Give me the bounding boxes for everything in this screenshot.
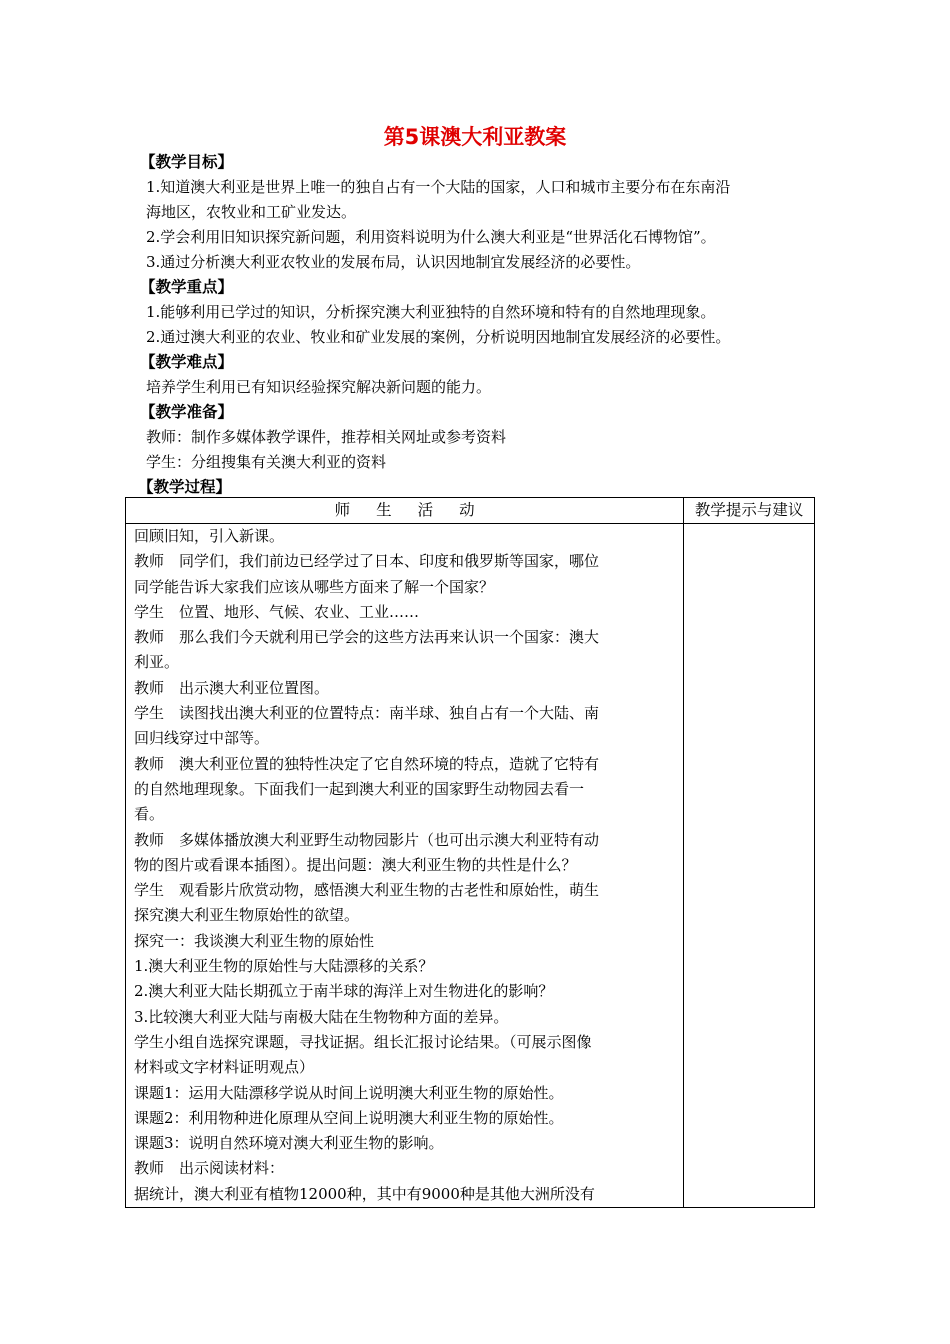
activity-line: 学生小组自选探究课题，寻找证据。组长汇报讨论结果。（可展示图像 <box>134 1032 592 1051</box>
table-header-row <box>126 498 815 524</box>
activity-line: 2.澳大利亚大陆长期孤立于南半球的海洋上对生物进化的影响？ <box>134 982 554 1001</box>
activity-line: 学生 位置、地形、气候、农业、工业…… <box>134 602 420 621</box>
activity-line: 看。 <box>134 805 165 824</box>
activity-line: 课题1：运用大陆漂移学说从时间上说明澳大利亚生物的原始性。 <box>134 1083 564 1102</box>
key-points-heading: 【教学重点】 <box>140 278 234 296</box>
goal-line: 1.知道澳大利亚是世界上唯一的独自占有一个大陆的国家，人口和城市主要分布在东南沿 <box>146 178 731 196</box>
activity-line: 课题3：说明自然环境对澳大利亚生物的影响。 <box>134 1134 444 1153</box>
activity-line: 据统计，澳大利亚有植物12000种，其中有9000种是其他大洲所没有 <box>134 1184 595 1203</box>
activity-line: 物的图片或看课本插图）。提出问题：澳大利亚生物的共性是什么？ <box>134 855 577 874</box>
tips-cell <box>684 524 815 1208</box>
intro-sections <box>140 150 820 475</box>
header-teaching-tips: 教学提示与建议 <box>684 498 815 524</box>
preparation-line: 教师：制作多媒体教学课件，推荐相关网址或参考资料 <box>146 428 507 446</box>
activity-line: 材料或文字材料证明观点） <box>134 1058 315 1077</box>
goal-line: 海地区，农牧业和工矿业发达。 <box>146 203 357 221</box>
activity-line: 探究一：我谈澳大利亚生物的原始性 <box>134 931 375 950</box>
activity-line: 3.比较澳大利亚大陆与南极大陆在生物物种方面的差异。 <box>134 1007 509 1026</box>
goal-line: 2.学会利用旧知识探究新问题，利用资料说明为什么澳大利亚是“世界活化石博物馆”。 <box>146 228 716 246</box>
activity-line: 课题2：利用物种进化原理从空间上说明澳大利亚生物的原始性。 <box>134 1108 564 1127</box>
process-heading-text: 【教学过程】 <box>138 478 232 496</box>
goals-heading: 【教学目标】 <box>140 153 234 171</box>
header-teacher-student-activity: 师生活动 <box>126 498 684 524</box>
activity-line: 探究澳大利亚生物原始性的欲望。 <box>134 906 360 925</box>
activity-lines <box>126 524 683 1207</box>
process-heading <box>138 475 231 499</box>
activity-line: 教师 那么我们今天就利用已学会的这些方法再来认识一个国家：澳大 <box>134 628 600 647</box>
activity-line: 教师 出示阅读材料： <box>134 1159 285 1178</box>
activity-line: 的自然地理现象。下面我们一起到澳大利亚的国家野生动物园去看一 <box>134 779 585 798</box>
preparation-line: 学生：分组搜集有关澳大利亚的资料 <box>146 453 387 471</box>
lesson-process-table <box>125 497 815 1208</box>
preparation-heading: 【教学准备】 <box>140 403 234 421</box>
key-point-line: 1.能够利用已学过的知识，分析探究澳大利亚独特的自然环境和特有的自然地理现象。 <box>146 303 716 321</box>
difficulty-line: 培养学生利用已有知识经验探究解决新问题的能力。 <box>146 378 492 396</box>
activity-line: 教师 出示澳大利亚位置图。 <box>134 678 330 697</box>
activity-line: 回顾旧知，引入新课。 <box>134 527 285 545</box>
activity-line: 1.澳大利亚生物的原始性与大陆漂移的关系？ <box>134 957 434 976</box>
table-body-row <box>126 524 815 1208</box>
activity-line: 同学能告诉大家我们应该从哪些方面来了解一个国家？ <box>134 577 495 596</box>
activity-line: 回归线穿过中部等。 <box>134 729 270 748</box>
difficulty-heading: 【教学难点】 <box>140 353 234 371</box>
document-title: 第5课澳大利亚教案 <box>383 125 567 149</box>
activity-line: 教师 多媒体播放澳大利亚野生动物园影片（也可出示澳大利亚特有动 <box>134 830 600 849</box>
activity-line: 教师 澳大利亚位置的独特性决定了它自然环境的特点，造就了它特有 <box>134 754 600 773</box>
activity-line: 学生 读图找出澳大利亚的位置特点：南半球、独自占有一个大陆、南 <box>134 704 600 723</box>
goal-line: 3.通过分析澳大利亚农牧业的发展布局，认识因地制宜发展经济的必要性。 <box>146 253 641 271</box>
activity-line: 教师 同学们，我们前边已经学过了日本、印度和俄罗斯等国家，哪位 <box>134 552 600 571</box>
activity-cell <box>126 524 684 1208</box>
activity-line: 学生 观看影片欣赏动物，感悟澳大利亚生物的古老性和原始性，萌生 <box>134 881 600 900</box>
key-point-line: 2.通过澳大利亚的农业、牧业和矿业发展的案例，分析说明因地制宜发展经济的必要性。 <box>146 328 731 346</box>
activity-line: 利亚。 <box>134 653 180 672</box>
